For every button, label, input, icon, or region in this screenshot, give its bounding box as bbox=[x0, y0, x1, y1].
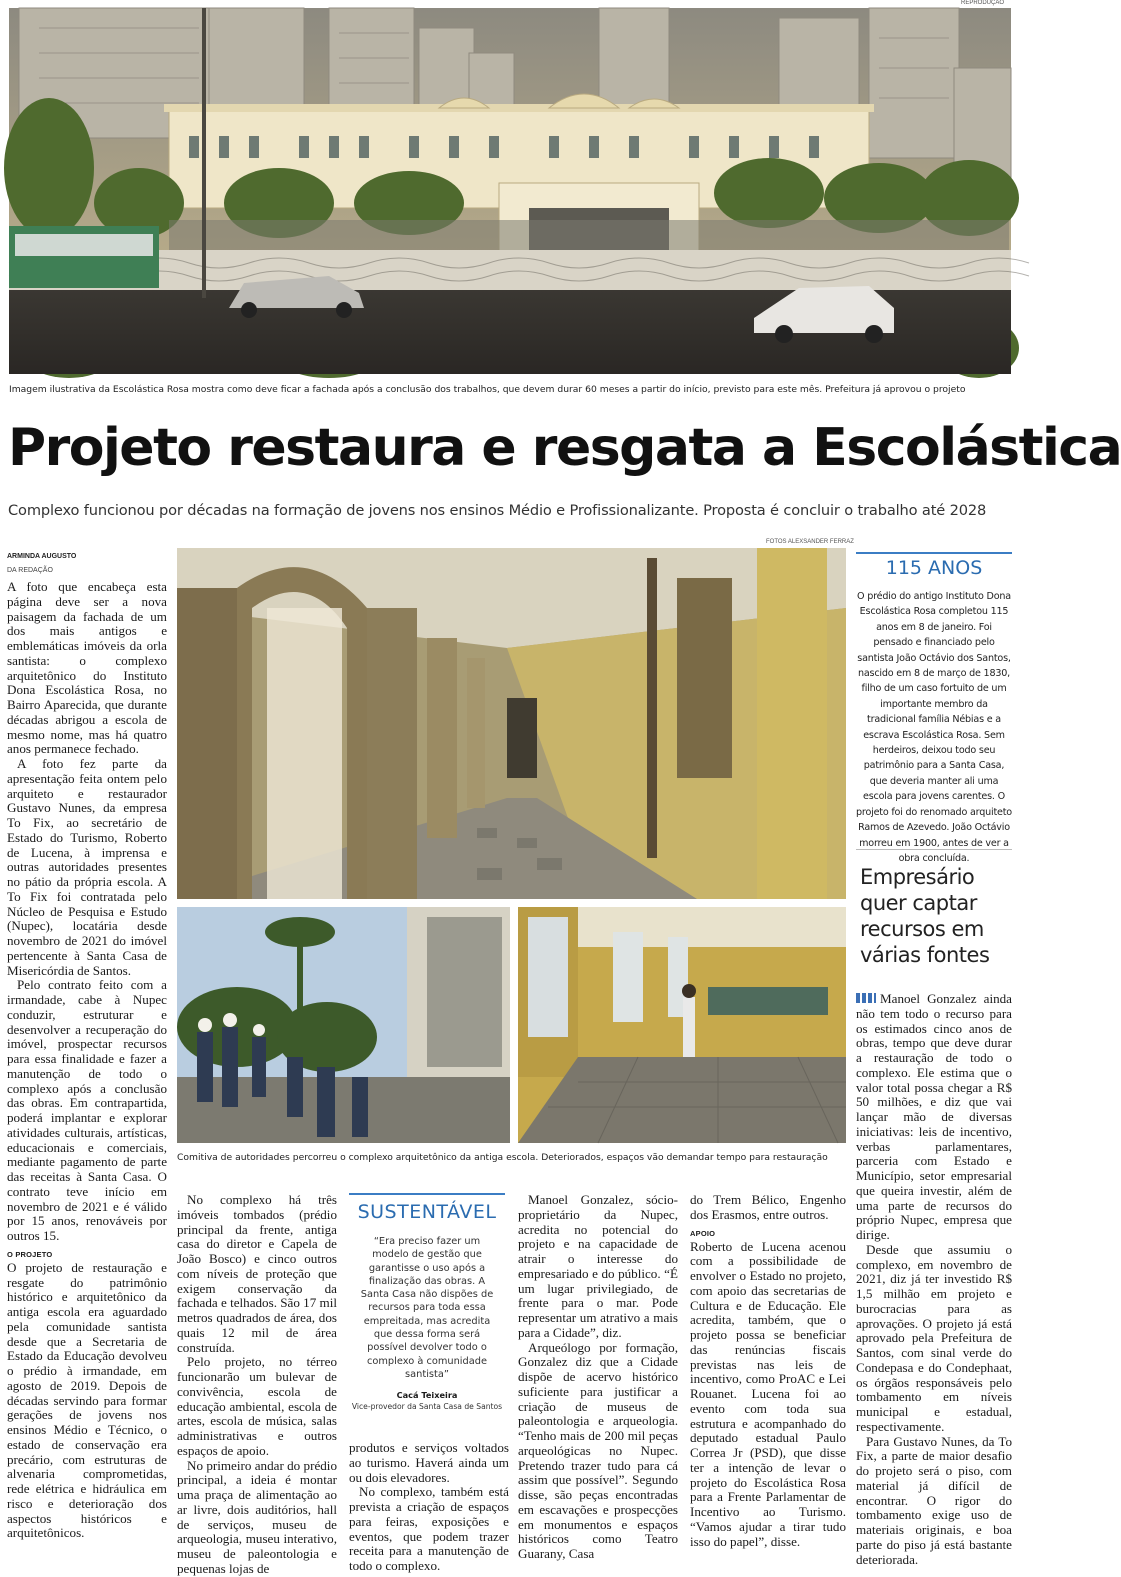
paragraph: Pelo contrato feito com a irmandade, cabe à Nupec conduzir, estruturar e desenvolver a recuperação do imóvel, prospectar recursos para essa finalidade e fazer a manutenção de todo o complexo após a conclusão das obras. Em contrapartida, poderá implantar e explorar atividades culturais, artísticas, educacionais e comerciais, mediante pagamento de parte das receitas à Santa Casa. O contrato teve início em novembro de 2021 e é válido por 15 anos, renováveis por outros 15. bbox=[7, 977, 167, 1243]
paragraph: Para Gustavo Nunes, da To Fix, a parte de maior desafio do projeto será o piso, com material já difícil de encontrar. O rigor do tombamento exige uso de materiais originais, e boa parte do piso já está bastante deteriorada. bbox=[856, 1433, 1012, 1567]
box-body: O prédio do antigo Instituto Dona Escolástica Rosa completou 115 anos em 8 de janeiro. Foi pensado e financiado pelo santista João Octávio dos Santos, nascido em 8 de março de 1830, filho de um caso fortuito de um importante membro da tradicional família Nébias e a escrava Escolástica Rosa. Sem herdeiros, deixou todo seu patrimônio para a Santa Casa, que deveria manter ali uma escola para jovens carentes. O projeto foi do renomado arquiteto Ramos de Azevedo. João Octávio morreu em 1900, antes de ver a obra concluída. bbox=[856, 591, 1012, 864]
section-heading: APOIO bbox=[690, 1228, 716, 1238]
sustentavel-quote-box bbox=[349, 1193, 505, 1431]
classroom-photo bbox=[518, 907, 846, 1143]
paragraph: Manoel Gonzalez, sócio-proprietário da Nupec, acredita no potencial do projeto e na capacidade de atrair o interesse do empresariado e do público. “É um lugar privilegiado, de frente para o mar. Pode representar um atrativo a mais para a Cidade”, diz. bbox=[518, 1192, 678, 1340]
paragraph: do Trem Bélico, Engenho dos Erasmos, entre outros. bbox=[690, 1192, 846, 1222]
top-photo-caption: Imagem ilustrativa da Escolástica Rosa mostra como deve ficar a fachada após a conclusão dos trabalhos, que devem durar 60 meses a partir do início, previsto para este mês. Prefeitura já aprovou o projeto bbox=[9, 384, 966, 395]
paragraph: Roberto de Lucena acenou com a possibilidade de envolver o Estado no projeto, com apoio das secretarias de Cultura e de Educação. Ele acredita, também, que o projeto possa se beneficiar das renúncias fiscais previstas nas leis de incentivo, como ProAC e Lei Rouanet. Lucena foi ao evento com toda sua estrutura e acompanhado do deputado estadual Paulo Correa Jr (PSD), que disse ter a intenção de levar o projeto do Escolástica Rosa para a Frente Parlamentar de Incentivo ao Turismo. “Vamos ajudar a tirar tudo isso do papel”, disse. bbox=[690, 1238, 846, 1549]
paragraph: produtos e serviços voltados ao turismo. Haverá ainda um ou dois elevadores. bbox=[349, 1440, 509, 1485]
article-column-2 bbox=[177, 1192, 337, 1576]
subheadline: Complexo funcionou por décadas na formação de jovens nos ensinos Médio e Profissionalizante. Proposta é concluir o trabalho até 2028 bbox=[8, 502, 987, 519]
article-column-5 bbox=[690, 1193, 846, 1555]
paragraph: No primeiro andar do prédio principal, a ideia é montar uma praça de alimentação ao ar livre, dois auditórios, hall de serviços, museu de arqueologia, museu interativo, museu de paleontologia e pequenas lojas de bbox=[177, 1457, 337, 1576]
side-story-headline: Empresário quer captar recursos em várias fontes bbox=[860, 865, 990, 967]
byline-author: ARMINDA AUGUSTO bbox=[7, 553, 77, 560]
paragraph: Desde que assumiu o complexo, em novembro de 2021, diz já ter investido R$ 1,5 milhão em projeto e burocracias para as aprovações. O projeto já está aprovado pela Prefeitura de Santos, com sinal verde do Condepasa e do Condephaat, os órgãos responsáveis pelo tombamento em níveis municipal e estadual, respectivamente. bbox=[856, 1241, 1012, 1434]
paragraph: No complexo há três imóveis tombados (prédio principal da frente, antiga casa do diretor e Capela de João Bosco) e cinco outros com níveis de proteção que exigem conservação da fachada e telhados. São 17 mil metros quadrados de área, dos quais 12 mil de área construída. bbox=[177, 1192, 337, 1355]
photos-credit: FOTOS ALEXSANDER FERRAZ bbox=[766, 539, 854, 545]
side-story-body bbox=[856, 991, 1012, 1567]
paragraph bbox=[856, 992, 1012, 1243]
paragraph: Pelo projeto, no térreo funcionarão um bulevar de convivência, escola de educação ambiental, escola de artes, escola de música, salas administrativas e outros espaços de apoio. bbox=[177, 1354, 337, 1458]
divider bbox=[856, 849, 1012, 850]
paragraph-text: Manoel Gonzalez ainda não tem todo o recurso para os estimados cinco anos de obras, tempo que deve durar a restauração de todo o complexo. Ele estima que o valor total possa chegar a R$ 50 milhões, e diz que vai lançar mão de diversas iniciativas: leis de incentivo, verbas parlamentares, parceria com Estado e Município, setor empresarial que queira investir, além de uma parte de recursos do próprio Nupec, empresa que dirige. bbox=[856, 991, 1012, 1242]
quote-text: “Era preciso fazer um modelo de gestão que garantisse o uso após a finalização das obras. A Santa Casa não dispões de recursos para toda essa empreitada, mas acredita que dessa forma será possível devolver todo o complexo à comunidade santista” bbox=[360, 1236, 494, 1380]
paragraph: No complexo, também está prevista a criação de espaços para feiras, exposições e eventos, que podem trazer receita para a manutenção de todo o complexo. bbox=[349, 1484, 509, 1573]
paragraph: O projeto de restauração e resgate do patrimônio histórico e arquitetônico da antiga escola era aguardado pela comunidade santista desde que a Secretaria de Estado da Educação devolveu o prédio à irmandade, em agosto de 2019. Depois de décadas servindo para formar gerações de jovens nos ensinos Médio e Técnico, o estado de conservação era precário, com estruturas de alvenaria comprometidas, rede elétrica e hidráulica em risco e deterioração dos aspectos históricos e arquitetônicos. bbox=[7, 1259, 167, 1541]
115-anos-box bbox=[856, 552, 1012, 864]
photo-credit: REPRODUÇÃO bbox=[960, 0, 1004, 6]
box-title: 115 ANOS bbox=[885, 557, 983, 579]
article-column-4 bbox=[518, 1192, 678, 1561]
quote-author-role: Vice-provedor da Santa Casa de Santos bbox=[351, 1402, 503, 1412]
paragraph: A foto fez parte da apresentação feita ontem pelo arquiteto e restaurador Gustavo Nunes, da empresa To Fix, ao secretário de Estado do Turismo, Roberto de Lucena, à imprensa e outras autoridades presentes no pátio da própria escola. A To Fix foi contratada pelo Núcleo de Pesquisa e Estudo (Nupec), locatária desde novembro de 2021 do imóvel pertencente à Santa Casa de Misericórdia de Santos. bbox=[7, 756, 167, 978]
corridor-photo bbox=[177, 548, 846, 899]
article-column-3 bbox=[349, 1440, 509, 1573]
paragraph: A foto que encabeça esta página deve ser a nova paisagem da fachada de um dos mais antigos e emblemáticas imóveis da orla santista: o complexo arquitetônico do Instituto Dona Escolástica Rosa, no Bairro Aparecida, que durante décadas abrigou a escola de mesmo nome, mas há quatro anos permanece fechado. bbox=[7, 579, 167, 757]
facade-rendering-photo bbox=[9, 8, 1011, 374]
paragraph: Arqueólogo por formação, Gonzalez diz que a Cidade dispõe de acervo histórico suficiente para justificar a criação de museus de paleontologia e arqueologia. “Tenho mais de 200 mil peças arqueológicas no Nupec. Pretendo trazer tudo para cá assim que possível”. Segundo disse, são peças encontradas em escavações e prospecções em monumentos e espaços históricos como Teatro Guarany, Casa bbox=[518, 1339, 678, 1561]
section-heading: O PROJETO bbox=[7, 1249, 53, 1259]
quote-author: Cacá Teixeira bbox=[396, 1390, 458, 1401]
article-column-1 bbox=[7, 580, 167, 1555]
box-title: SUSTENTÁVEL bbox=[357, 1201, 497, 1223]
visitors-photo bbox=[177, 907, 510, 1143]
section-marker-icon bbox=[856, 993, 876, 1003]
byline-desk: DA REDAÇÃO bbox=[7, 567, 53, 574]
headline: Projeto restaura e resgata a Escolástica bbox=[8, 418, 1121, 478]
photos-caption: Comitiva de autoridades percorreu o complexo arquitetônico da antiga escola. Deteriorados, espaços vão demandar tempo para restauração bbox=[177, 1152, 828, 1163]
